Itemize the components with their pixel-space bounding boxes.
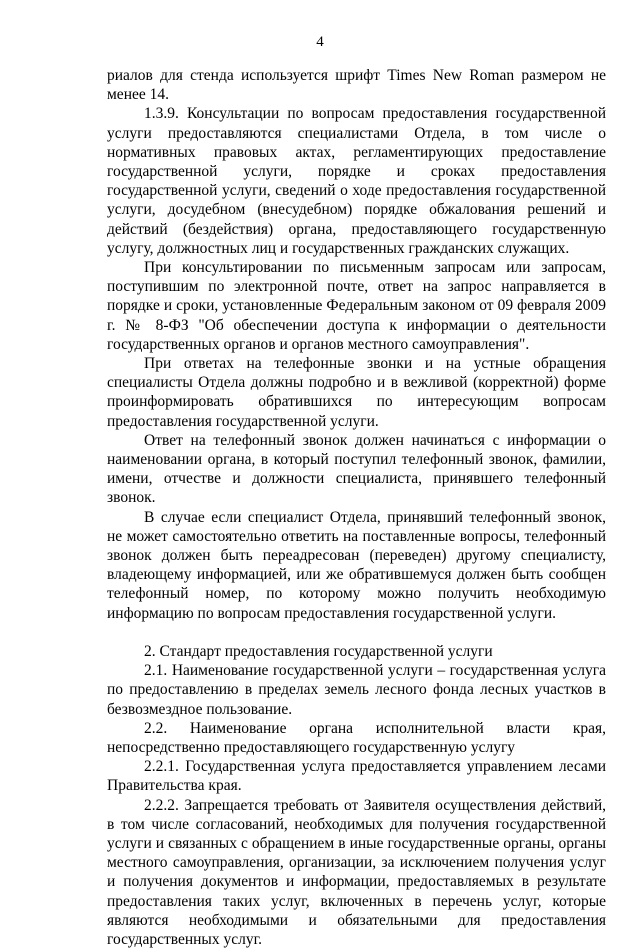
- paragraph-continuation: риалов для стенда используется шрифт Times New Roman размером не менее 14.: [107, 67, 606, 104]
- paragraph-2-2-1: 2.2.1. Государственная услуга предоставляется управлением лесами Правительства края.: [107, 758, 606, 795]
- paragraph-2-2: 2.2. Наименование органа исполнительной власти края, непосредственно предоставляющего государственную услугу: [107, 719, 606, 756]
- section-heading-2: 2. Стандарт предоставления государственной услуги: [144, 642, 493, 660]
- paragraph-phone-answer: Ответ на телефонный звонок должен начинаться с информации о наименовании органа, в который поступил телефонный звонок, фамилии, имени, отчестве и должности специалиста, принявшего телефонный звонок.: [107, 431, 606, 507]
- document-body: [107, 66, 606, 949]
- paragraph-call-redirect: В случае если специалист Отдела, принявший телефонный звонок, не может самостоятельно ответить на поставленные вопросы, телефонный звонок должен быть переадресован (переведен) другому специалисту, владеющему информацией, или же обратившемуся должен быть сообщен телефонный номер, по которому можно получить необходимую информацию по вопросам предоставления государственной услуги.: [107, 508, 606, 622]
- paragraph-phone-calls: При ответах на телефонные звонки и на устные обращения специалисты Отдела должны подробно и в вежливой (корректной) форме проинформировать обратившихся по интересующим вопросам предоставления государственной услуги.: [107, 355, 606, 430]
- paragraph-1-3-9: 1.3.9. Консультации по вопросам предоставления государственной услуги предоставляются специалистами Отдела, в том числе о нормативных правовых актах, регламентирующих предоставление государственной услуги, порядке и сроках предоставления государственной услуги, сведений о ходе предоставления государственной услуги, досудебном (внесудебном) порядке обжалования решений и действий (бездействия) органа, предоставляющего государственную услугу, должностных лиц и государственных гражданских служащих.: [107, 105, 606, 257]
- paragraph-2-2-2: 2.2.2. Запрещается требовать от Заявителя осуществления действий, в том числе согласований, необходимых для получения государственной услуги и связанных с обращением в иные государственные органы, органы местного самоуправления, организации, за исключением получения услуг и получения документов и информации, предоставляемых в результате предоставления таких услуг, включенных в перечень услуг, которые являются необходимыми и обязательными для предоставления государственных услуг.: [107, 796, 606, 948]
- paragraph-written-requests: При консультировании по письменным запросам или запросам, поступившим по электронной почте, ответ на запрос направляется в порядке и сроки, установленные Федеральным законом от 09 февраля 2009 г. № 8-ФЗ "Об обеспечении доступа к информации о деятельности государственных органов и органов местного самоуправления".: [107, 259, 606, 353]
- page-number: 4: [316, 34, 324, 50]
- paragraph-2-1: 2.1. Наименование государственной услуги – государственная услуга по предоставлению в пределах земель лесного фонда лесных участков в безвозмездное пользование.: [107, 662, 606, 718]
